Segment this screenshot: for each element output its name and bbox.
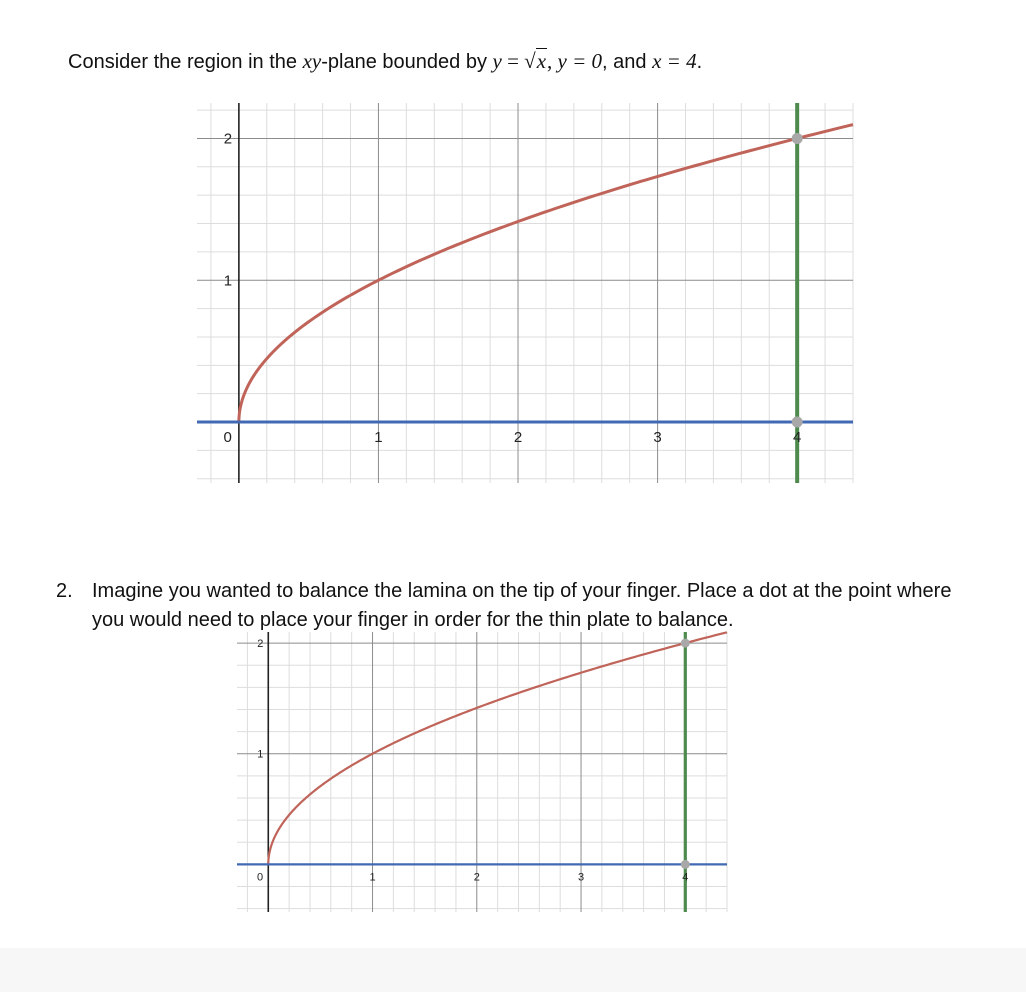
x-tick-label: 3 (653, 429, 662, 447)
x-tick-label: 4 (682, 871, 689, 884)
sep-2: , and (602, 51, 653, 73)
radical-sign: √ (524, 49, 536, 73)
x-tick-label: 1 (374, 429, 383, 447)
eq1-equals: = (501, 49, 525, 73)
intersection-point (681, 639, 690, 648)
intersection-point (792, 417, 803, 428)
y-tick-label: 2 (257, 637, 264, 650)
x-tick-label: 2 (473, 871, 480, 884)
x-tick-label: 0 (223, 429, 232, 447)
sqrt-expression (524, 49, 547, 74)
y-tick-label: 2 (223, 130, 233, 148)
eq3: x = 4 (652, 49, 697, 73)
x-tick-label: 1 (369, 871, 376, 884)
intersection-point (792, 133, 803, 144)
y-tick-label: 1 (223, 272, 233, 290)
y-tick-label: 1 (257, 748, 264, 761)
intersection-point (681, 860, 690, 869)
intro-mid: -plane bounded by (321, 51, 493, 73)
x-tick-label: 0 (256, 871, 264, 884)
sep-1: , (547, 49, 558, 73)
graph-top (197, 103, 853, 483)
page-footer-band (0, 948, 1026, 992)
intro-prefix: Consider the region in the (68, 51, 303, 73)
graph-bottom[interactable] (237, 632, 727, 912)
var-xy: xy (302, 49, 322, 73)
x-tick-label: 4 (792, 429, 802, 447)
problem-statement (68, 49, 702, 74)
x-tick-label: 3 (577, 871, 585, 884)
x-tick-label: 2 (513, 429, 523, 447)
question-number: 2. (56, 580, 73, 602)
question-text: Imagine you wanted to balance the lamina on the tip of your finger. Place a dot at the point where you would need to place your finger in order for the thin plate to balance. (92, 580, 952, 631)
eq1-lhs: y (492, 49, 502, 73)
eq2: y = 0 (557, 49, 603, 73)
intro-end: . (696, 51, 703, 73)
sqrt-argument: x (536, 49, 547, 73)
